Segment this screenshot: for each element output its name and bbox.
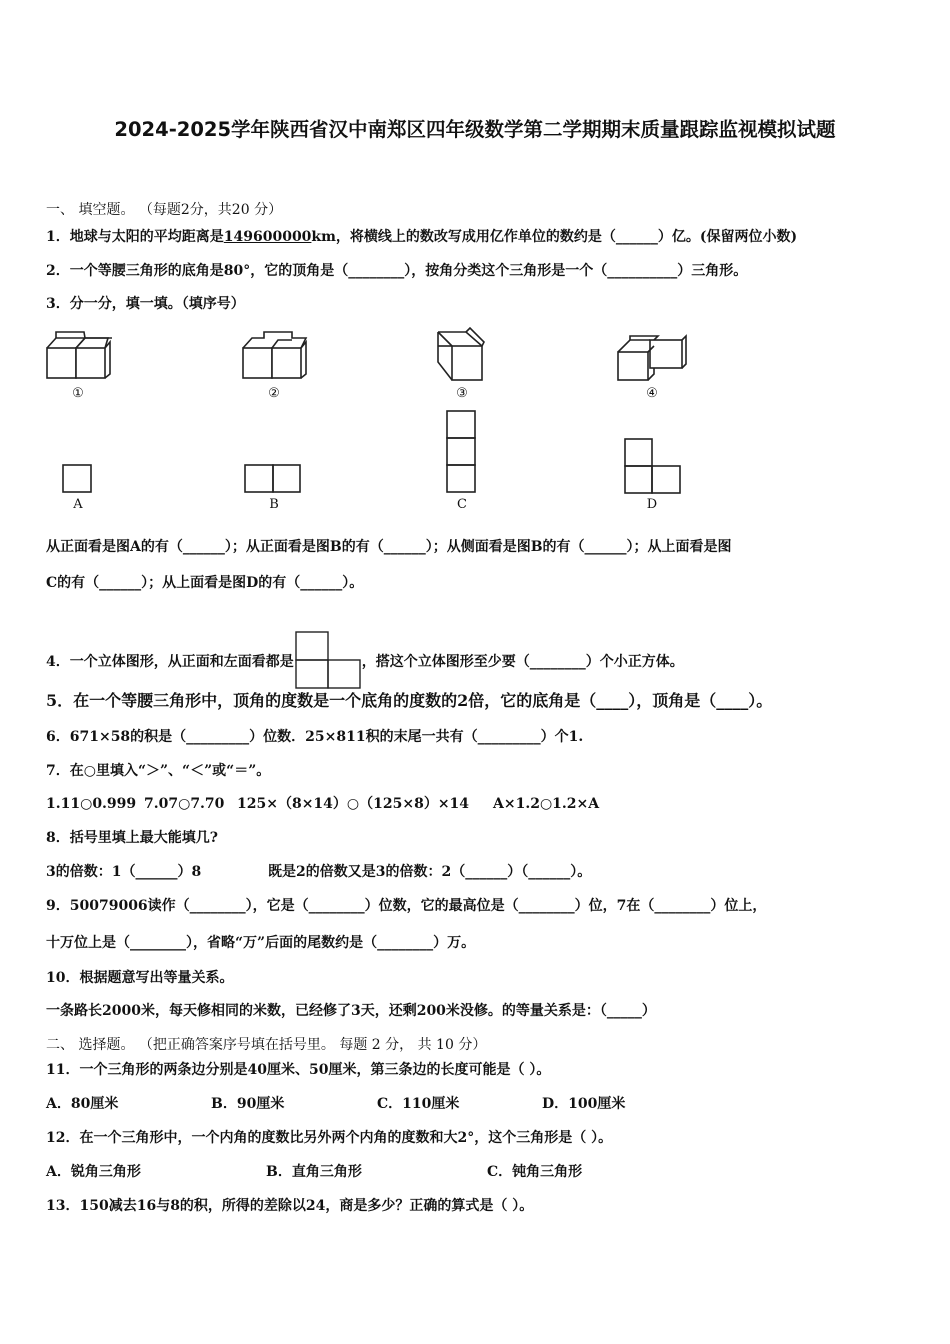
question-8-part-a: 3的倍数：1（______）8 [46,864,202,880]
fig-label-3: ③ [456,386,468,401]
question-3: 3．分一分，填一填。（填序号） [46,296,245,312]
question-13: 13．150减去16与8的积，所得的差除以24，商是多少？正确的算式是（ ）。 [46,1198,534,1214]
fig-label-c: C [457,497,467,512]
solid-figure-3 [434,326,492,384]
question-11: 11．一个三角形的两条边分别是40厘米、50厘米，第三条边的长度可能是（ ）。 [46,1062,551,1078]
question-5: 5．在一个等腰三角形中，顶角的度数是一个底角的度数的2倍，它的底角是（____），顶角是（____）。 [46,691,773,710]
q12-option-a: A．锐角三角形 [46,1164,141,1180]
question-9-line-1: 9．50079006读作（________），它是（________）位数，它的最高位是（________）位，7在（________）位上， [46,898,767,914]
question-1 [46,227,797,247]
q1-number: 149600000 [223,229,312,245]
q1-prefix: 1．地球与太阳的平均距离是 [46,229,224,245]
q4-view-figure [295,631,361,689]
question-12: 12．在一个三角形中，一个内角的度数比另外两个内角的度数和大2°，这个三角形是（ ）。 [46,1130,613,1146]
question-7-item-4: A×1.2○1.2×A [493,796,600,812]
fig-label-4: ④ [646,386,658,401]
view-figure-d [624,438,682,494]
view-figure-c [446,410,478,494]
q11-option-d: D．100厘米 [542,1096,626,1112]
section-1-heading: 一、 填空题。 （每题2分，共20 分） [46,202,283,218]
q11-option-a: A．80厘米 [46,1096,119,1112]
section-2-heading: 二、 选择题。 （把正确答案序号填在括号里。 每题 2 分， 共 10 分） [46,1037,487,1053]
question-7-item-3: 125×（8×14）○（125×8）×14 [237,796,470,812]
fig-label-b: B [269,497,279,512]
fig-label-a: A [73,497,83,512]
q11-option-c: C．110厘米 [377,1096,460,1112]
view-figure-b [244,464,302,494]
solid-figure-2 [240,330,308,382]
question-8: 8．括号里填上最大能填几? [46,830,218,846]
fig-label-1: ① [72,386,84,401]
q4-prefix: 4．一个立体图形，从正面和左面看都是 [46,654,294,670]
q4-suffix: ，搭这个立体图形至少要（________）个小正方体。 [361,654,684,670]
q11-option-b: B．90厘米 [211,1096,285,1112]
fig-label-d: D [646,497,658,512]
question-6: 6．671×58的积是（_________）位数．25×811积的末尾一共有（_________）个1. [46,729,584,745]
q12-option-b: B．直角三角形 [266,1164,362,1180]
question-3-line-2: C的有（______）；从上面看是图D的有（______）。 [46,575,364,591]
page-title: 2024-2025学年陕西省汉中南郑区四年级数学第二学期期末质量跟踪监视模拟试题 [114,118,836,141]
question-10-body: 一条路长2000米，每天修相同的米数，已经修了3天，还剩200米没修。的等量关系是：（_____） [46,1003,656,1019]
q1-suffix: km，将横线上的数改写成用亿作单位的数约是（______）亿。(保留两位小数) [311,229,798,245]
question-8-part-b: 既是2的倍数又是3的倍数：2（______）（______）。 [268,864,592,880]
question-2: 2．一个等腰三角形的底角是80°，它的顶角是（________），按角分类这个三角形是一个（__________）三角形。 [46,263,748,279]
q12-option-c: C．钝角三角形 [487,1164,583,1180]
fig-label-2: ② [268,386,280,401]
question-7-item-1: 1.11○0.999 [46,796,137,812]
question-10: 10．根据题意写出等量关系。 [46,970,234,986]
question-7-item-2: 7.07○7.70 [144,796,225,812]
question-7: 7．在○里填入“＞”、“＜”或“＝”。 [46,763,271,779]
question-4 [46,633,684,691]
solid-figure-4 [614,334,688,384]
view-figure-a [62,464,94,494]
solid-figure-1 [44,330,112,382]
question-3-line-1: 从正面看是图A的有（______）；从正面看是图B的有（______）；从侧面看是图B的有（______）；从上面看是图 [46,539,732,555]
question-9-line-2: 十万位上是（________），省略“万”后面的尾数约是（________）万。 [46,935,476,951]
